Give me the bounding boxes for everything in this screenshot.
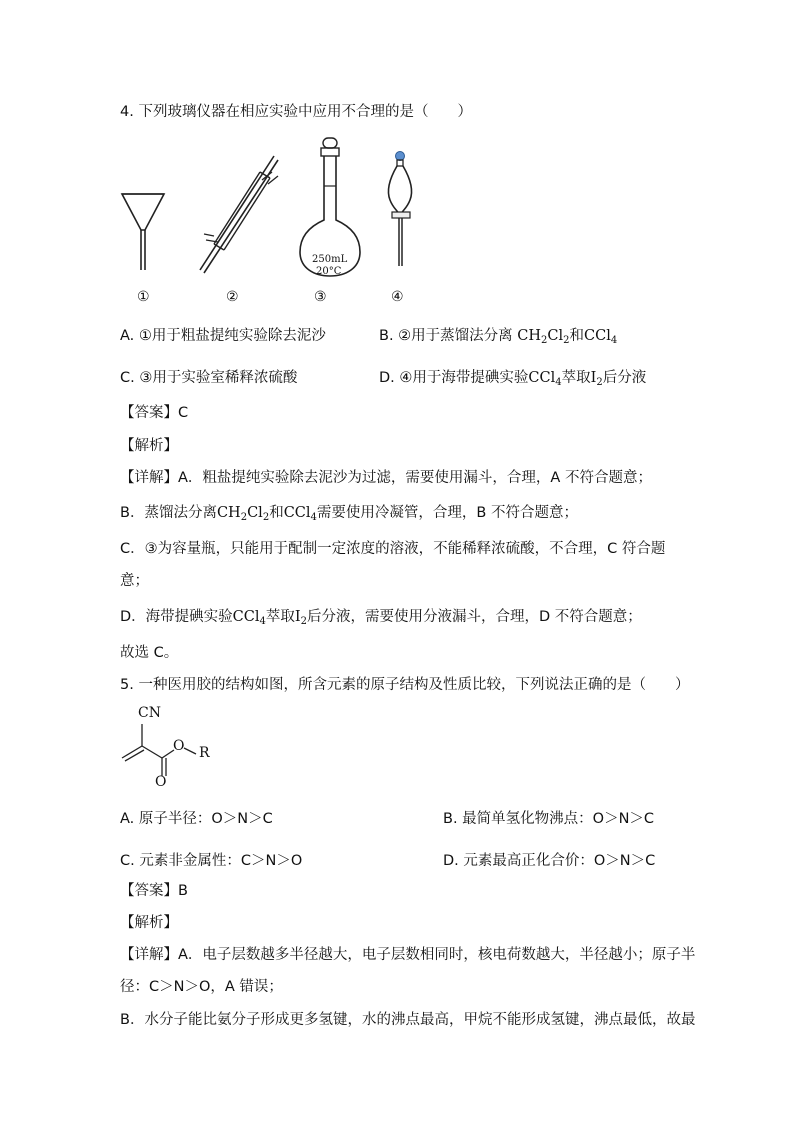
q5-detail-b: B．水分子能比氨分子形成更多氢键，水的沸点最高，甲烷不能形成氢键，沸点最低，故最 [120,1012,696,1028]
q4-option-a: A. ①用于粗盐提纯实验除去泥沙 [120,328,326,344]
apparatus-label-2: ② [226,289,239,305]
structure-r-label: R [199,745,210,761]
q4-detail-d: D．海带提碘实验CCl$_4$萃取$I_2$后分液，需要使用分液漏斗，合理，D 不符合题意； [120,609,642,627]
q5-option-a: A. 原子半径：O＞N＞C [120,811,273,827]
apparatus-label-1: ① [137,289,150,305]
q5-option-c: C. 元素非金属性：C＞N＞O [120,853,303,869]
q4-option-c: C. ③用于实验室稀释浓硫酸 [120,370,298,386]
apparatus-label-3: ③ [314,289,327,305]
flask-volume-label: 250mL [312,254,348,265]
q4-detail-b: B．蒸馏法分离$CH_2Cl_2$和CCl$_4$需要使用冷凝管，合理，B 不符合题意； [120,505,578,523]
separatory-funnel-icon [382,150,422,270]
q4-option-b: B. ②用于蒸馏法分离 $CH_2Cl_2$和CCl$_4$ [379,328,618,346]
q5-detail-a2: 径：C＞N＞O，A 错误； [120,979,283,995]
q5-answer: 【答案】B [120,883,188,899]
q4-option-d: D. ④用于海带提碘实验CCl$_4$萃取$I_2$后分液 [379,370,647,388]
q5-analysis-title: 【解析】 [120,915,178,931]
structure-o-carbonyl-label: O [155,774,167,790]
condenser-icon [192,150,284,276]
apparatus-label-4: ④ [391,289,404,305]
q4-stem: 4. 下列玻璃仪器在相应实验中应用不合理的是（ ） [120,104,472,120]
structure-o-ester-label: O [173,738,185,754]
flask-temp-label: 20°C [316,266,342,277]
q4-detail-a: 【详解】A．粗盐提纯实验除去泥沙为过滤，需要使用漏斗，合理，A 不符合题意； [120,470,652,486]
funnel-icon [118,188,168,274]
q4-conclusion: 故选 C。 [120,645,179,661]
q5-detail-a1: 【详解】A．电子层数越多半径越大，电子层数相同时，核电荷数越大，半径越小；原子半 [120,947,696,963]
q4-analysis-title: 【解析】 [120,438,178,454]
q4-detail-c2: 意； [120,573,149,589]
q5-stem: 5. 一种医用胶的结构如图，所含元素的原子结构及性质比较，下列说法正确的是（ ） [120,677,690,693]
q4-answer: 【答案】C [120,405,189,421]
q4-detail-c1: C．③为容量瓶，只能用于配制一定浓度的溶液，不能稀释浓硫酸，不合理，C 符合题 [120,541,666,557]
q5-option-d: D. 元素最高正化合价：O＞N＞C [443,853,656,869]
structure-cn-label: CN [138,705,161,721]
q5-option-b: B. 最简单氢化物沸点：O＞N＞C [443,811,655,827]
